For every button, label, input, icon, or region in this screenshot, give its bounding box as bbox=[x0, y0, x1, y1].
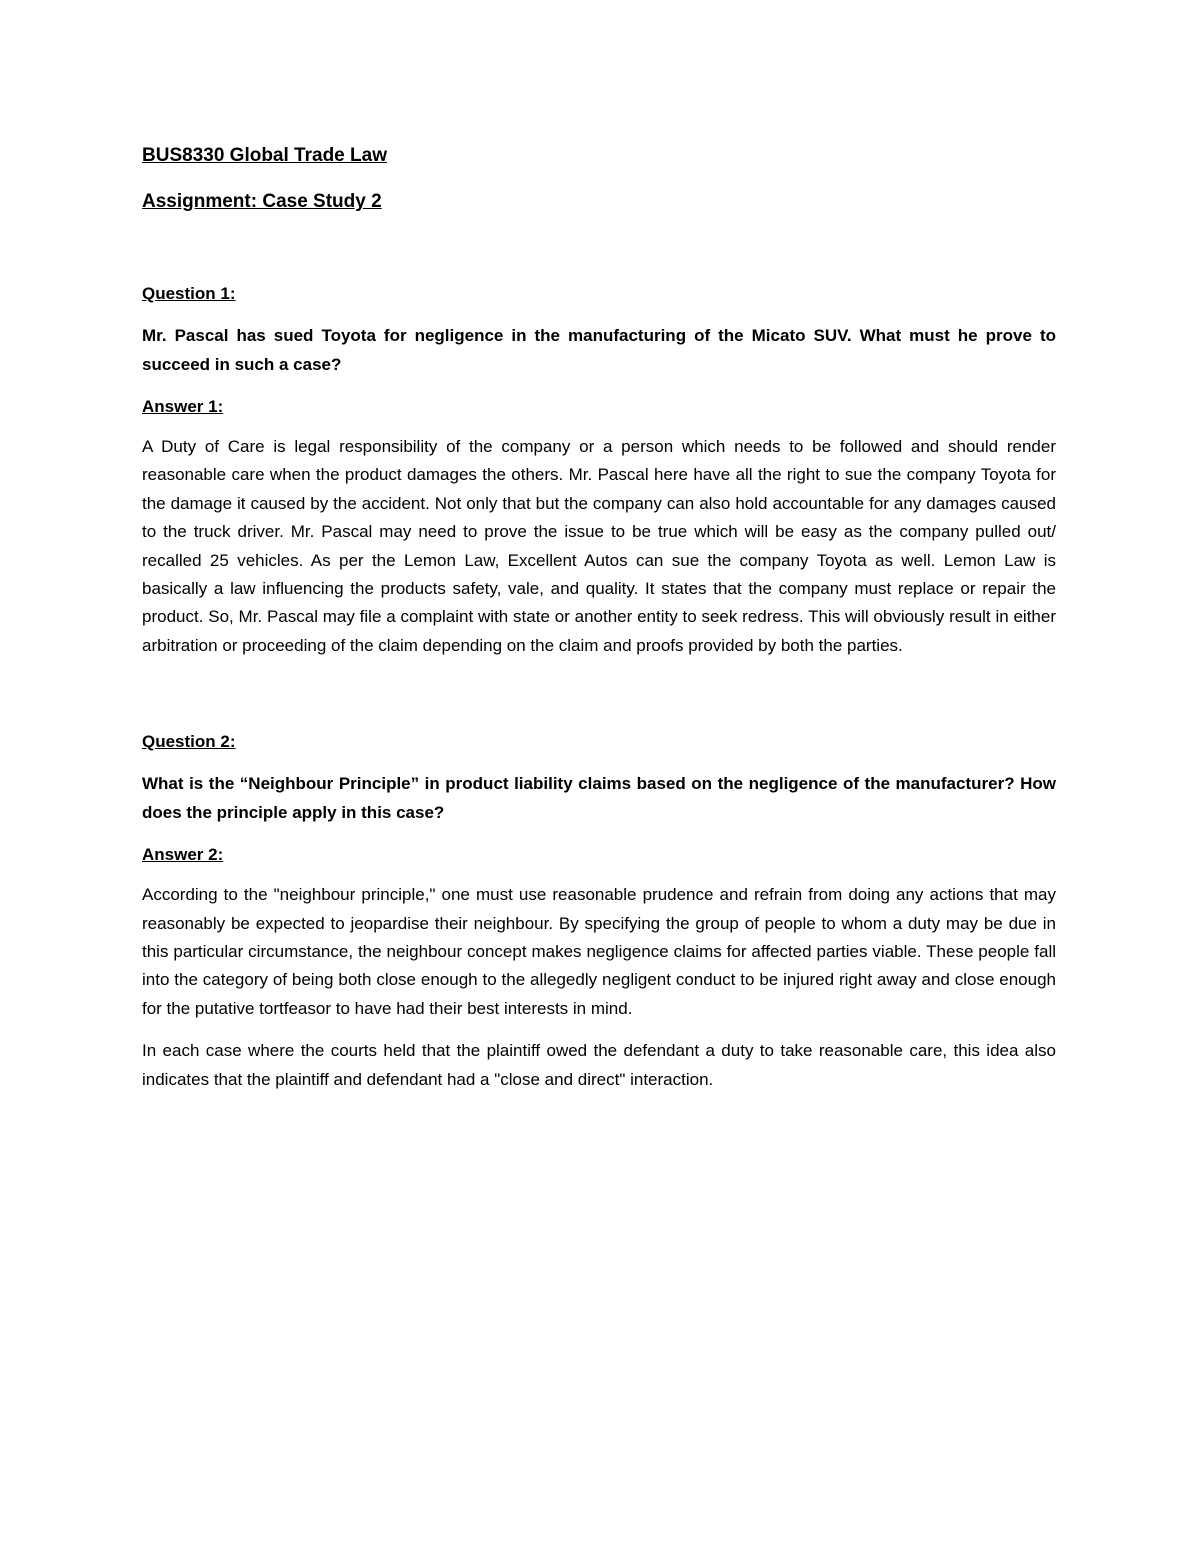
question-1-label: Question 1: bbox=[142, 284, 236, 303]
answer-1-paragraph: A Duty of Care is legal responsibility of the company or a person which needs to be followed and should render reasonable care when the product damages the others. Mr. Pascal here have all the right to sue the company Toyota for the damage it caused by the accident. Not only that but the company can also hold accountable for any damages caused to the truck driver. Mr. Pascal may need to prove the issue to be true which will be easy as the company pulled out/ recalled 25 vehicles. As per the Lemon Law, Excellent Autos can sue the company Toyota as well. Lemon Law is basically a law influencing the products safety, vale, and quality. It states that the company must replace or repair the product. So, Mr. Pascal may file a complaint with state or another entity to seek redress. This will obviously result in either arbitration or proceeding of the claim depending on the claim and proofs provided by both the parties. bbox=[142, 437, 1056, 655]
answer-2-label: Answer 2: bbox=[142, 845, 224, 865]
question-1-text: Mr. Pascal has sued Toyota for negligence in the manufacturing of the Micato SUV. What must he prove to succeed in such a case? bbox=[142, 326, 1056, 374]
course-title: BUS8330 Global Trade Law bbox=[142, 145, 387, 166]
document-page bbox=[142, 138, 1056, 1094]
answer-2-paragraph-2: In each case where the courts held that the plaintiff owed the defendant a duty to take reasonable care, this idea also indicates that the plaintiff and defendant had a "close and direct" interaction. bbox=[142, 1041, 1056, 1089]
question-2-text: What is the “Neighbour Principle” in product liability claims based on the negligence of the manufacturer? How does the principle apply in this case? bbox=[142, 774, 1056, 822]
question-2-label: Question 2: bbox=[142, 732, 236, 752]
assignment-title: Assignment: Case Study 2 bbox=[142, 191, 382, 212]
answer-2-paragraph-1: According to the "neighbour principle," one must use reasonable prudence and refrain from doing any actions that may reasonably be expected to jeopardise their neighbour. By specifying the group of people to whom a duty may be due in this particular circumstance, the neighbour concept makes negligence claims for affected parties viable. These people fall into the category of being both close enough to the allegedly negligent conduct to be injured right away and close enough for the putative tortfeasor to have had their best interests in mind. bbox=[142, 885, 1056, 1018]
answer-1-label: Answer 1: bbox=[142, 397, 224, 416]
